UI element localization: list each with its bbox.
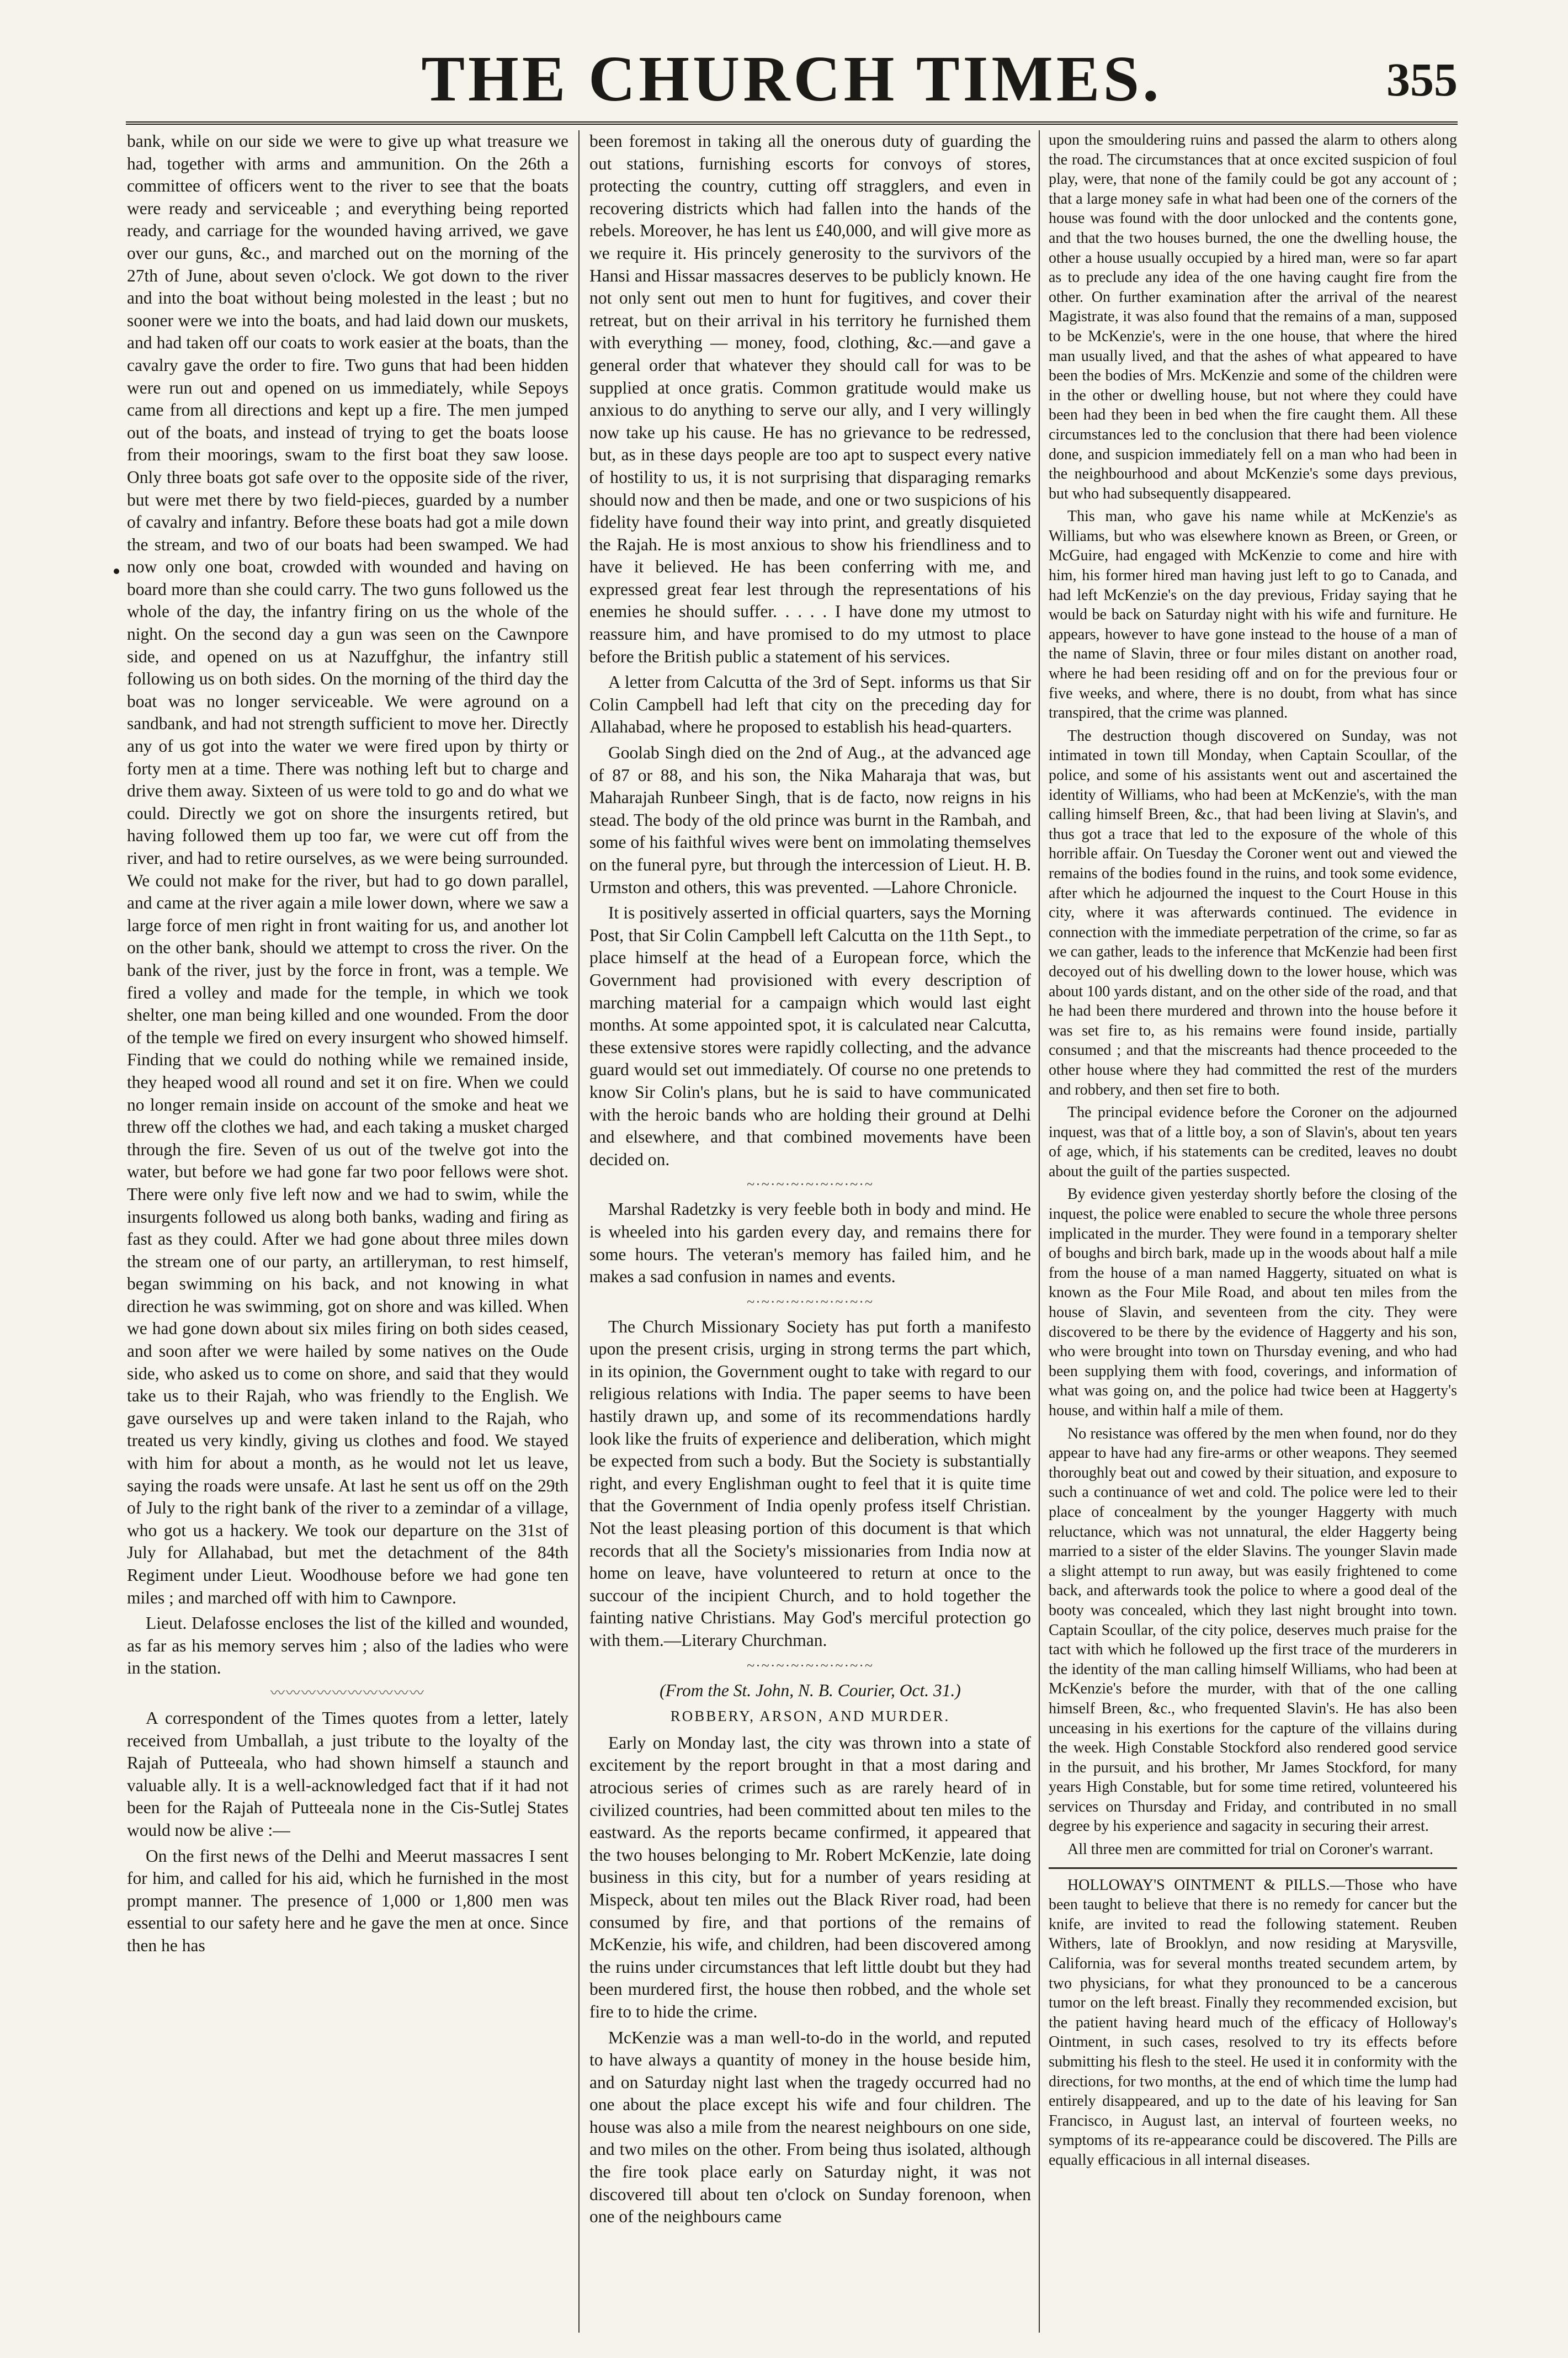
article-paragraph: All three men are committed for trial on Coroner's warrant. — [1067, 1841, 1433, 1858]
newspaper-title: THE CHURCH TIMES. — [421, 43, 1162, 115]
article-paragraph: By evidence given yesterday shortly before the closing of the inquest, the police were enabled to secure the whole three persons implicated in the murder. They were found in a temporary shelter of boughs and birch bark, made up in the woods about half a mile from the house of a man named Haggerty, situated on what is known as the Four Mile Road, and about ten miles from the house of Slavin, and seventeen from the city. They were discovered to be there by the evidence of Haggerty and his son, who were brought into town on Thursday evening, and who had been supplying them with food, coverings, and information of what was going on, and the police had twice been at Haggerty's house, and within half a mile of them. — [1049, 1186, 1457, 1419]
article-paragraph: It is positively asserted in official quarters, says the Morning Post, that Sir Colin Campbell left Calcutta on the 11th Sept., to place himself at the head of a European force, which the Government had provisioned with every description of marching material for a campaign which would last eight months. At some appointed spot, it is calculated near Calcutta, these extensive stores were rapidly collecting, and the advance guard would set out immediately. Of course no one pretends to know Sir Colin's plans, but he is said to have communicated with the heroic bands who are holding their ground at Delhi and elsewhere, and that combined movements have been decided on. — [589, 903, 1031, 1169]
article-paragraph: The Church Missionary Society has put forth a manifesto upon the present crisis, urging in strong terms the part which, in its opinion, the Government ought to take with regard to our religious relations with India. The paper seems to have been hastily drawn up, and some of its recommendations hardly look like the fruits of experience and deliberation, which might be expected from such a body. But the Society is substantially right, and every Englishman ought to feel that it is quite time that the Government of India openly profess itself Christian. Not the least pleasing portion of this document is that which records that all the Society's missionaries from India now at home on leave, have volunteered to return at once to the succour of the incipient Church, and to hold together the fainting native Christians. May God's merciful protection go with them.—Literary Churchman. — [589, 1316, 1031, 1650]
article-paragraph: Lieut. Delafosse encloses the list of the killed and wounded, as far as his memory serves him ; also of the ladies who were in the station. — [127, 1613, 568, 1678]
article-paragraph: been foremost in taking all the onerous duty of guarding the out stations, furnishing escorts for convoys of stores, protecting the country, cutting off stragglers, and even in recovering districts which had fallen into the hands of the rebels. Moreover, he has lent us £40,000, and will give more as we require it. His princely generosity to the survivors of the Hansi and Hissar massacres deserves to be publicly known. He not only sent out men to hunt for fugitives, and cover their retreat, but on their arrival in his territory he furnished them with everything — money, food, clothing, &c.—and gave a general order that whatever they should call for was to be supplied at once gratis. Common gratitude would make us anxious to do anything to serve our ally, and I very willingly now take up his cause. He has no grievance to be redressed, but, as in these days people are too apt to suspect every native of hostility to us, it is not surprising that disparaging remarks should now and then be made, and one or two suspicions of his fidelity have found their way into print, and greatly disquieted the Rajah. He is most anxious to show his friendliness and to have it believed. He has been conferring with me, and expressed great fear lest through the representations of his enemies he should suffer. . . . . I have done my utmost to reassure him, and have promised to do my utmost to place before the British public a statement of his services. — [589, 131, 1031, 666]
article-paragraph: On the first news of the Delhi and Meerut massacres I sent for him, and called for his aid, which he furnished in the most prompt manner. The presence of 1,000 or 1,800 men was essential to our safety here and he gave the men at once. Since then he has — [127, 1846, 568, 1955]
section-separator: ~·~·~·~·~·~·~·~·~ — [747, 1657, 874, 1674]
page-number: 355 — [1386, 53, 1458, 106]
article-source-line: (From the St. John, N. B. Courier, Oct. 31.) — [660, 1680, 961, 1700]
article-paragraph: This man, who gave his name while at McKenzie's as Williams, but who was elsewhere known as Breen, or Green, or McGuire, had engaged with McKenzie to come and hire with him, his former hired man having just left to go to Canada, and had left McKenzie's on the day previous, Friday saying that he would be back on Saturday night with his wife and furniture. He appears, however to have gone instead to the house of a man of the name of Slavin, three or four miles distant on another road, where he had been residing off and on for the previous four or five weeks, and where, there is no doubt, from what has since transpired, that the crime was planned. — [1049, 508, 1457, 722]
column-rule-1 — [578, 130, 580, 2333]
advertisement-rule — [1049, 1867, 1457, 1869]
article-paragraph: A letter from Calcutta of the 3rd of Sept. informs us that Sir Colin Campbell had left that city on the preceding day for Allahabad, where he proposed to establish his head-quarters. — [589, 672, 1031, 737]
section-separator: 〰〰〰〰〰〰〰〰〰〰 — [270, 1685, 425, 1701]
column-rule-2 — [1039, 130, 1040, 2333]
article-paragraph: No resistance was offered by the men when found, nor do they appear to have had any fire-arms or other weapons. They seemed thoroughly beat out and cowed by their situation, and exposure to such a continuance of wet and cold. The police were led to their place of concealment by the younger Haggerty with much reluctance, which was not unnatural, the elder Haggerty being married to a sister of the elder Slavins. The younger Slavin made a slight attempt to run away, but was easily frightened to come back, and afterwards took the police to where a good deal of the booty was concealed, which they last night brought into town. Captain Scoullar, of the city police, deserves much praise for the tact with which he followed up the first trace of the murderers in the identity of the man calling himself Williams, who had been at McKenzie's before the murder, with that of the one calling himself Breen, &c., who frequented Slavin's. He has also been unceasing in his exertions for the capture of the villains during the week. High Constable Stockford also rendered good service in the pursuit, and his brother, Mr James Stockford, for many years High Constable, but for some time retired, volunteered his services on Thursday and Friday, and contributed in no small degree by his experience and sagacity in securing their arrest. — [1049, 1425, 1457, 1835]
margin-mark — [114, 569, 119, 574]
article-paragraph: Marshal Radetzky is very feeble both in body and mind. He is wheeled into his garden every day, and remains there for some hours. The veteran's memory has failed him, and he makes a sad confusion in names and events. — [589, 1199, 1031, 1287]
article-paragraph: upon the smouldering ruins and passed the alarm to others along the road. The circumstances that at once excited suspicion of foul play, were, that none of the family could be got any account of ; that a large money safe in what had been one of the corners of the house was found with the door unlocked and the contents gone, and that the two houses burned, the one the dwelling house, the other a house usually occupied by a hired man, were so far apart as to preclude any idea of the one having caught fire from the other. On further examination after the arrival of the nearest Magistrate, it was also found that the remains of a man, supposed to be McKenzie's, were in the one house, that where the hired man usually lived, and that the ashes of what appeared to have been the bodies of Mrs. McKenzie and some of the children were in the other or dwelling house, but not where they could have been had they been in bed when the fire caught them. All these circumstances led to the conclusion that there had been violence done, and suspicion immediately fell on a man who had been in the neighbourhood and about McKenzie's some days previous, but who had subsequently disappeared. — [1049, 131, 1457, 502]
advertisement-paragraph: HOLLOWAY'S OINTMENT & PILLS.—Those who have been taught to believe that there is no remedy for cancer but the knife, are invited to read the following statement. Reuben Withers, late of Brooklyn, and now residing at Marysville, California, was for several months treated secundem artem, by two physicians, for what they pronounced to be a cancerous tumor on the left breast. Finally they recommended excision, but the patient having heard much of the efficacy of Holloway's Ointment, in such cases, resolved to try its effects before submitting his flesh to the steel. He used it in conformity with the directions, for two months, at the end of which time the lump had entirely disappeared, and up to the date of his leaving for San Francisco, in August last, an interval of fourteen weeks, no symptoms of its re-appearance could be discovered. The Pills are equally efficacious in all internal diseases. — [1049, 1876, 1457, 2169]
masthead — [126, 39, 1458, 125]
article-paragraph: bank, while on our side we were to give up what treasure we had, together with arms and ammunition. On the 26th a committee of officers went to the river to see that the boats were ready and serviceable ; and everything being reported ready, and carriage for the wounded having arrived, we gave over our guns, &c., and marched out on the morning of the 27th of June, about seven o'clock. We got down to the river and into the boat without being molested in the least ; but no sooner were we into the boats, and had laid down our muskets, and had taken off our coats to work easier at the boats, than the cavalry gave the order to fire. Two guns that had been hidden were run out and opened on us immediately, while Sepoys came from all directions and kept up a fire. The men jumped out of the boats, and instead of trying to get the boats loose from their moorings, swam to the first boat they saw loose. Only three boats got safe over to the opposite side of the river, but were met there by two field-pieces, guarded by a number of cavalry and infantry. Before these boats had got a mile down the stream, and two of our boats had been swamped. We had now only one boat, crowded with wounded and having on board more than she could carry. The two guns followed us the whole of the day, the infantry firing on us the whole of the night. On the second day a gun was seen on the Cawnpore side, and opened on us at Nazuffghur, the infantry still following us on both sides. On the morning of the third day the boat was no longer serviceable. We were aground on a sandbank, and had not strength sufficient to move her. Directly any of us got into the water we were fired upon by thirty or forty men at a time. There was nothing left but to charge and drive them away. Sixteen of us were told to go and do what we could. Directly we got on shore the insurgents retired, but having followed them up too far, we were cut off from the river, and had to retire ourselves, as we were being surrounded. We could not make for the river, but had to go down parallel, and came at the river again a mile lower down, where we saw a large force of men right in front waiting for us, and another lot on the other bank, should we attempt to cross the river. On the bank of the river, just by the force in front, was a temple. We fired a volley and made for the temple, in which we took shelter, one man being killed and one wounded. From the door of the temple we fired on every insurgent who showed himself. Finding that we could do nothing while we remained inside, they heaped wood all round and set it on fire. When we could no longer remain inside on account of the smoke and heat we threw off the clothes we had, and each taking a musket charged through the fire. Seven of us out of the twelve got into the water, but before we had gone far two poor fellows were shot. There were only five left now and we had to swim, while the insurgents followed us along both banks, wading and firing as fast as they could. After we had gone about three miles down the stream one of our party, an artilleryman, to rest himself, began swimming on his back, and not knowing in what direction he was swimming, got on shore and was killed. When we had gone down about six miles firing on both sides ceased, and soon after we were hailed by some natives on the Oude side, who asked us to come on shore, and said that they would take us to their Rajah, who was friendly to the English. We gave ourselves up and were taken inland to the Rajah, who treated us very kindly, giving us clothes and food. We stayed with him for about a month, as he would not let us leave, saying the roads were unsafe. At last he sent us off on the 29th of July to the right bank of the river to a zemindar of a village, who got us a hackery. We took our departure on the 31st of July for Allahabad, but met the detachment of the 84th Regiment under Lieut. Woodhouse before we had gone ten miles ; and marched off with him to Cawnpore. — [127, 131, 568, 1607]
article-paragraph: The principal evidence before the Coroner on the adjourned inquest, was that of a little boy, a son of Slavin's, about ten years of age, which, if his statements can be credited, leaves no doubt about the guilt of the parties suspected. — [1049, 1104, 1457, 1180]
section-separator: ~·~·~·~·~·~·~·~·~ — [747, 1176, 874, 1193]
section-separator: ~·~·~·~·~·~·~·~·~ — [747, 1293, 874, 1310]
column-2 — [589, 130, 1031, 2333]
article-headline: ROBBERY, ARSON, AND MURDER. — [670, 1708, 950, 1725]
article-paragraph: A correspondent of the Times quotes from a letter, lately received from Umballah, a just tribute to the loyalty of the Rajah of Putteeala, who had shown himself a staunch and valuable ally. It is a well-acknowledged fact that if it had not been for the Rajah of Putteeala none in the Cis-Sutlej States would now be alive :— — [127, 1708, 568, 1840]
article-paragraph: Early on Monday last, the city was thrown into a state of excitement by the report brought in that a most daring and atrocious series of crimes such as are rarely heard of in civilized countries, had been committed about ten miles to the eastward. As the reports became confirmed, it appeared that the two houses belonging to Mr. Robert McKenzie, late doing business in this city, but for a number of years residing at Mispeck, about ten miles out the Black River road, had been consumed by fire, and that portions of the remains of McKenzie, his wife, and children, had been discovered among the ruins under circumstances that left little doubt but they had been murdered first, the house then robbed, and the whole set fire to to hide the crime. — [589, 1733, 1031, 2021]
article-paragraph: Goolab Singh died on the 2nd of Aug., at the advanced age of 87 or 88, and his son, the Nika Maharaja that was, but Maharajah Runbeer Singh, that is de facto, now reigns in his stead. The body of the old prince was burnt in the Rambah, and some of his faithful wives were bent on immolating themselves on the funeral pyre, but through the intercession of Lieut. H. B. Urmston and others, this was prevented. —Lahore Chronicle. — [589, 743, 1031, 897]
column-1 — [127, 130, 568, 2333]
column-3 — [1049, 130, 1457, 2333]
article-paragraph: McKenzie was a man well-to-do in the world, and reputed to have always a quantity of money in the house beside him, and on Saturday night last when the tragedy occurred had no one about the place except his wife and four children. The house was also a mile from the nearest neighbours on one side, and two miles on the other. From being thus isolated, although the fire took place early on Saturday night, it was not discovered till about ten o'clock on Sunday forenoon, when one of the neighbours came — [589, 2027, 1031, 2227]
article-paragraph: The destruction though discovered on Sunday, was not intimated in town till Monday, when Captain Scoullar, of the police, and some of his assistants went out and ascertained the identity of Williams, who had been at McKenzie's, with the man calling himself Breen, &c., that had been living at Slavin's, and thus got a trace that led to the exposure of the whole of this horrible affair. On Tuesday the Coroner went out and viewed the remains of the bodies found in the ruins, and took some evidence, after which he adjourned the inquest to the Court House in this city, where it was afterwards continued. The evidence in connection with the immediate perpetration of the crime, so far as we can gather, leads to the inference that McKenzie had been first decoyed out of his dwelling down to the lower house, which was about 100 yards distant, and on the other side of the road, and that he had been there murdered and thrown into the house before it was set fire to, as his remains were found inside, partially consumed ; and that the miscreants had thence proceeded to the other house where they had committed the rest of the murders and robbery, and then set fire to both. — [1049, 727, 1457, 1098]
